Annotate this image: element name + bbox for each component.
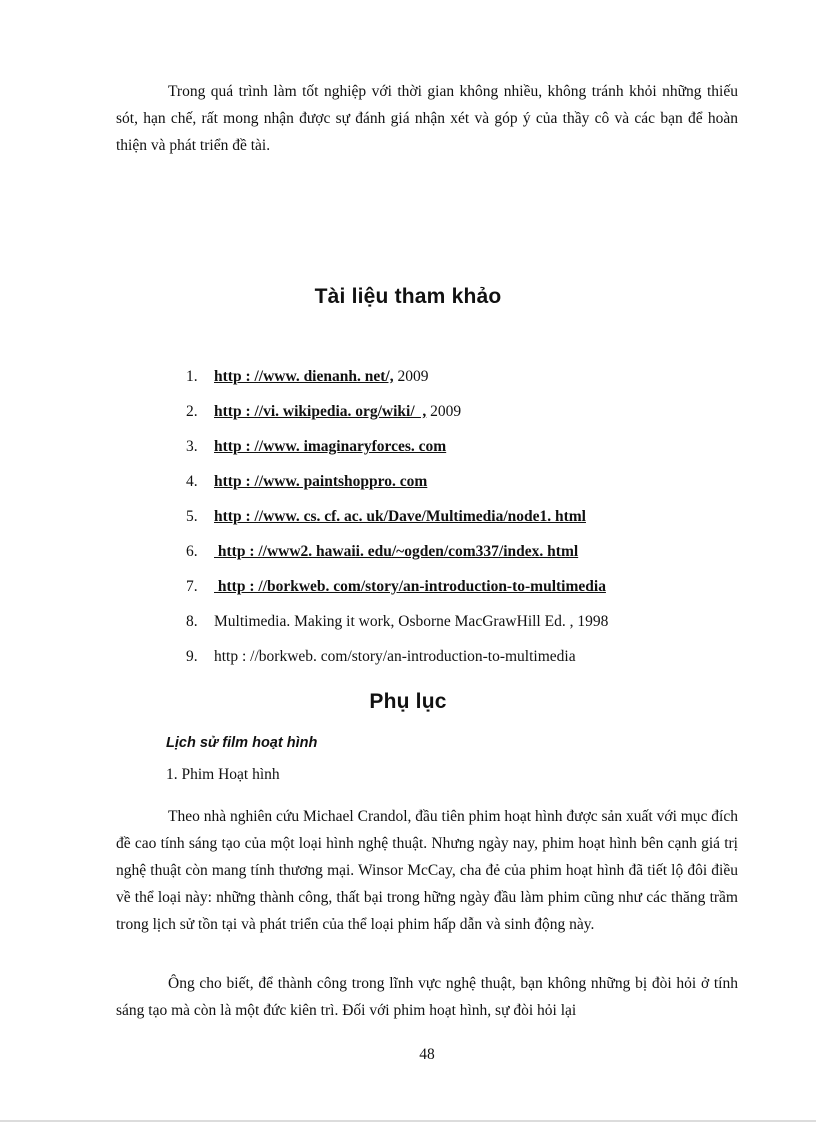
reference-link[interactable]: http : //borkweb. com/story/an-introduction-to-multimedia	[214, 578, 606, 595]
reference-item-4	[186, 469, 608, 504]
reference-item-3	[186, 434, 608, 469]
reference-number: 7.	[186, 578, 198, 595]
intro-paragraph: Trong quá trình làm tốt nghiệp với thời gian không nhiều, không tránh khỏi những thiếu sót, hạn chế, rất mong nhận được sự đánh giá nhận xét và góp ý của thầy cô và các bạn để hoàn thiện và phát triển đề tài.	[116, 83, 738, 154]
reference-item-8	[186, 609, 608, 644]
appendix-paragraph-2: Ông cho biết, để thành công trong lĩnh vực nghệ thuật, bạn không những bị đòi hỏi ở tính sáng tạo mà còn là một đức kiên trì. Đối với phim hoạt hình, sự đòi hỏi lại	[116, 975, 738, 1019]
reference-link[interactable]: http : //www. paintshoppro. com	[214, 473, 428, 490]
reference-number: 4.	[186, 473, 198, 490]
reference-number: 2.	[186, 403, 198, 420]
reference-number: 8.	[186, 613, 198, 630]
reference-number: 9.	[186, 648, 198, 665]
page-number: 48	[419, 1046, 435, 1063]
reference-link[interactable]: http : //www. dienanh. net/,	[214, 368, 394, 385]
reference-year: 2009	[426, 403, 462, 420]
appendix-heading: Phụ lục	[369, 690, 447, 713]
reference-number: 6.	[186, 543, 198, 560]
reference-number: 3.	[186, 438, 198, 455]
reference-number: 5.	[186, 508, 198, 525]
reference-link[interactable]: http : //www. cs. cf. ac. uk/Dave/Multimedia/node1. html	[214, 508, 586, 525]
appendix-subheading: Lịch sử film hoạt hình	[166, 735, 318, 751]
reference-item-7	[186, 574, 608, 609]
reference-link[interactable]: http : //www. imaginaryforces. com	[214, 438, 447, 455]
reference-number: 1.	[186, 368, 198, 385]
appendix-paragraph-1: Theo nhà nghiên cứu Michael Crandol, đầu tiên phim hoạt hình được sản xuất với mục đích đề cao tính sáng tạo của một loại hình nghệ thuật. Nhưng ngày nay, phim hoạt hình bên cạnh giá trị nghệ thuật còn mang tính thương mại. Winsor McCay, cha đẻ của phim hoạt hình đã tiết lộ đôi điều về thể loại này: những thành công, thất bại trong hững ngày đầu làm phim cũng như các thăng trầm trong lịch sử tồn tại và phát triển của thể loại phim hấp dẫn và sinh động này.	[116, 808, 738, 933]
reference-year: 2009	[393, 368, 429, 385]
reference-text: Multimedia. Making it work, Osborne MacGrawHill Ed. , 1998	[214, 613, 609, 630]
references-heading: Tài liệu tham khảo	[314, 285, 502, 308]
reference-item-9	[186, 644, 608, 679]
reference-item-5	[186, 504, 608, 539]
reference-link[interactable]: http : //www2. hawaii. edu/~ogden/com337/index. html	[214, 543, 579, 560]
reference-item-6	[186, 539, 608, 574]
section-title: 1. Phim Hoạt hình	[166, 766, 280, 783]
reference-item-1	[186, 364, 608, 399]
reference-link[interactable]: http : //vi. wikipedia. org/wiki/ ,	[214, 403, 427, 420]
reference-text: http : //borkweb. com/story/an-introduction-to-multimedia	[214, 648, 576, 665]
reference-list	[186, 364, 608, 679]
reference-item-2	[186, 399, 608, 434]
page-bottom-rule	[0, 1120, 816, 1122]
